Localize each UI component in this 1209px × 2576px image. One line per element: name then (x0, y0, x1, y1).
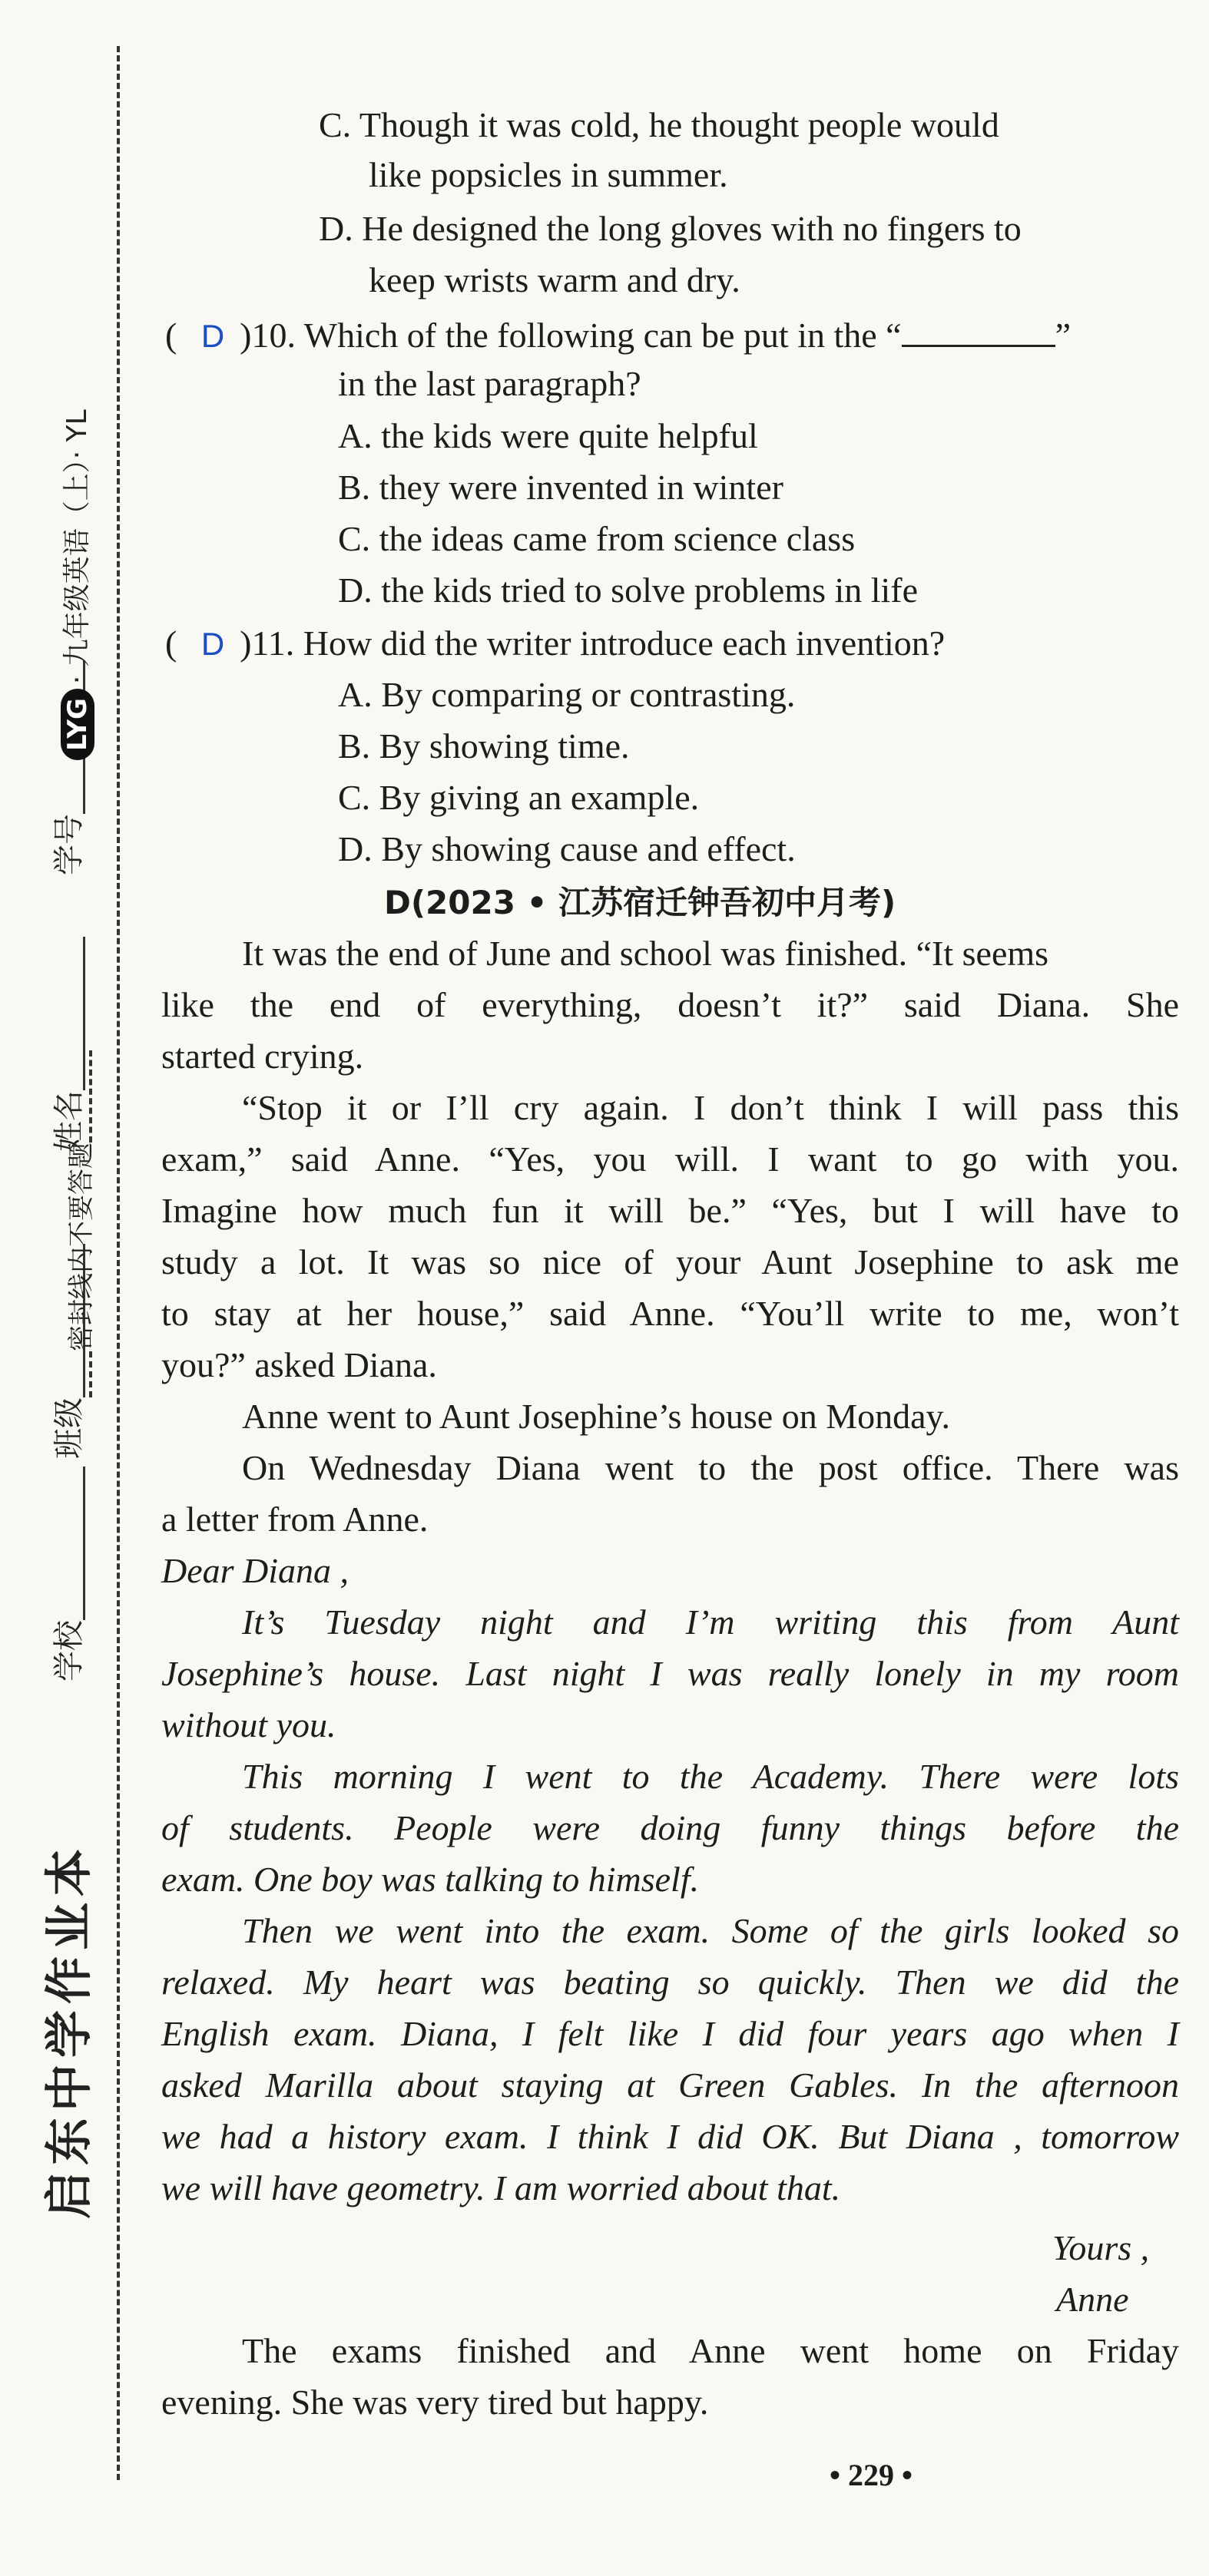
q10-paren: ( (165, 316, 177, 355)
seal-note (60, 1050, 98, 1397)
letter-p3-line1: Then we went into the exam. Some of the girls looked so (242, 1911, 1179, 1950)
name-label: 姓名 (51, 1090, 87, 1152)
q10-option-a: A. the kids were quite helpful (338, 416, 758, 455)
letter-p1-line2: Josephine’s house. Last night I was really lonely in my room (161, 1654, 1179, 1693)
class-label: 班级 (51, 1397, 87, 1459)
q9-option-d-line1: D. He designed the long gloves with no fingers to (319, 209, 1022, 248)
q11-option-b: B. By showing time. (338, 726, 630, 766)
school-label: 学校 (51, 1620, 87, 1682)
passage-p4-line1: On Wednesday Diana went to the post office. There was (242, 1448, 1179, 1487)
q10-stem-text: )10. Which of the following can be put in the “ (240, 316, 902, 355)
letter-p2-line2: of students. People were doing funny things before the (161, 1808, 1179, 1847)
passage-p2-line6: you?” asked Diana. (161, 1345, 437, 1384)
q11-option-c: C. By giving an example. (338, 778, 700, 817)
letter-p1-line3: without you. (161, 1705, 336, 1744)
book-name: 启东中学作业本 (41, 1842, 97, 2219)
passage-p2-line4: study a lot. It was so nice of your Aunt Josephine to ask me (161, 1242, 1179, 1281)
passage-p2-line5: to stay at her house,” said Anne. “You’ll write to me, won’t (161, 1294, 1179, 1333)
letter-p2-line1: This morning I went to the Academy. There were lots (242, 1757, 1179, 1796)
letter-salutation: Dear Diana , (161, 1551, 349, 1590)
passage-p1-line2: like the end of everything, doesn’t it?” said Diana. She (161, 985, 1179, 1024)
letter-p3-line3: English exam. Diana, I felt like I did four years ago when I (161, 2014, 1179, 2053)
letter-closing: Yours , (1052, 2228, 1150, 2267)
q10-answer: D (200, 318, 225, 354)
letter-p1-line1: It’s Tuesday night and I’m writing this from Aunt (242, 1602, 1179, 1642)
letter-p3-line5: we had a history exam. I think I did OK. But Diana , tomorrow (161, 2117, 1179, 2156)
school-field (45, 1467, 88, 1682)
q10-option-c: C. the ideas came from science class (338, 519, 856, 558)
q10-stem-close: ” (1055, 316, 1072, 355)
series-text: · 九年级英语（上）· YL (61, 409, 93, 685)
q11-stem (165, 622, 945, 666)
seal-note-text: 密封线内不要答题 (66, 1143, 97, 1351)
q10-option-d: D. the kids tried to solve problems in life (338, 570, 919, 610)
passage-p3: Anne went to Aunt Josephine’s house on Monday. (242, 1397, 951, 1436)
passage-p1-line1: It was the end of June and school was finished. “It seems (242, 934, 1049, 973)
passage-p2-line3: Imagine how much fun it will be.” “Yes, but I will have to (161, 1191, 1179, 1230)
q9-option-c-line2: like popsicles in summer. (369, 155, 728, 194)
passage-p5-line1: The exams finished and Anne went home on Friday (242, 2331, 1179, 2370)
q9-option-c-line1: C. Though it was cold, he thought people would (319, 105, 999, 144)
q10-blank (902, 311, 1055, 347)
q10-stem-line2: in the last paragraph? (338, 364, 641, 403)
q11-paren: ( (165, 623, 177, 663)
passage-d-title: D(2023 • 江苏宿迁钟吾初中月考) (384, 884, 896, 921)
cut-line (117, 46, 120, 2480)
seal-dash-right (74, 1050, 92, 1143)
letter-p3-line4: asked Marilla about staying at Green Gables. In the afternoon (161, 2065, 1179, 2105)
lyg-badge: LYG (61, 689, 94, 760)
page-number: • 229 • (830, 2458, 913, 2492)
q11-stem-text: )11. How did the writer introduce each invention? (240, 623, 946, 663)
q10-stem (165, 311, 1071, 358)
binding-margin (0, 0, 115, 2576)
q11-option-d: D. By showing cause and effect. (338, 829, 796, 868)
q11-answer: D (200, 626, 225, 662)
passage-p2-line2: exam,” said Anne. “Yes, you will. I want to go with you. (161, 1139, 1179, 1179)
passage-p1-line3: started crying. (161, 1037, 364, 1076)
series-label (55, 409, 94, 760)
q11-option-a: A. By comparing or contrasting. (338, 675, 796, 714)
seal-dash-left (74, 1351, 92, 1397)
passage-p4-line2: a letter from Anne. (161, 1500, 429, 1539)
letter-p2-line3: exam. One boy was talking to himself. (161, 1860, 700, 1899)
passage-p2-line1: “Stop it or I’ll cry again. I don’t think I will pass this (242, 1088, 1179, 1127)
passage-p5-line2: evening. She was very tired but happy. (161, 2383, 709, 2422)
student-id-label: 学号 (51, 814, 87, 875)
q10-option-b: B. they were invented in winter (338, 468, 783, 507)
letter-p3-line6: we will have geometry. I am worried about that. (161, 2168, 841, 2207)
q9-option-d-line2: keep wrists warm and dry. (369, 260, 740, 299)
letter-signature: Anne (1056, 2280, 1129, 2319)
school-blank (57, 1467, 85, 1620)
letter-p3-line2: relaxed. My heart was beating so quickly. Then we did the (161, 1963, 1179, 2002)
